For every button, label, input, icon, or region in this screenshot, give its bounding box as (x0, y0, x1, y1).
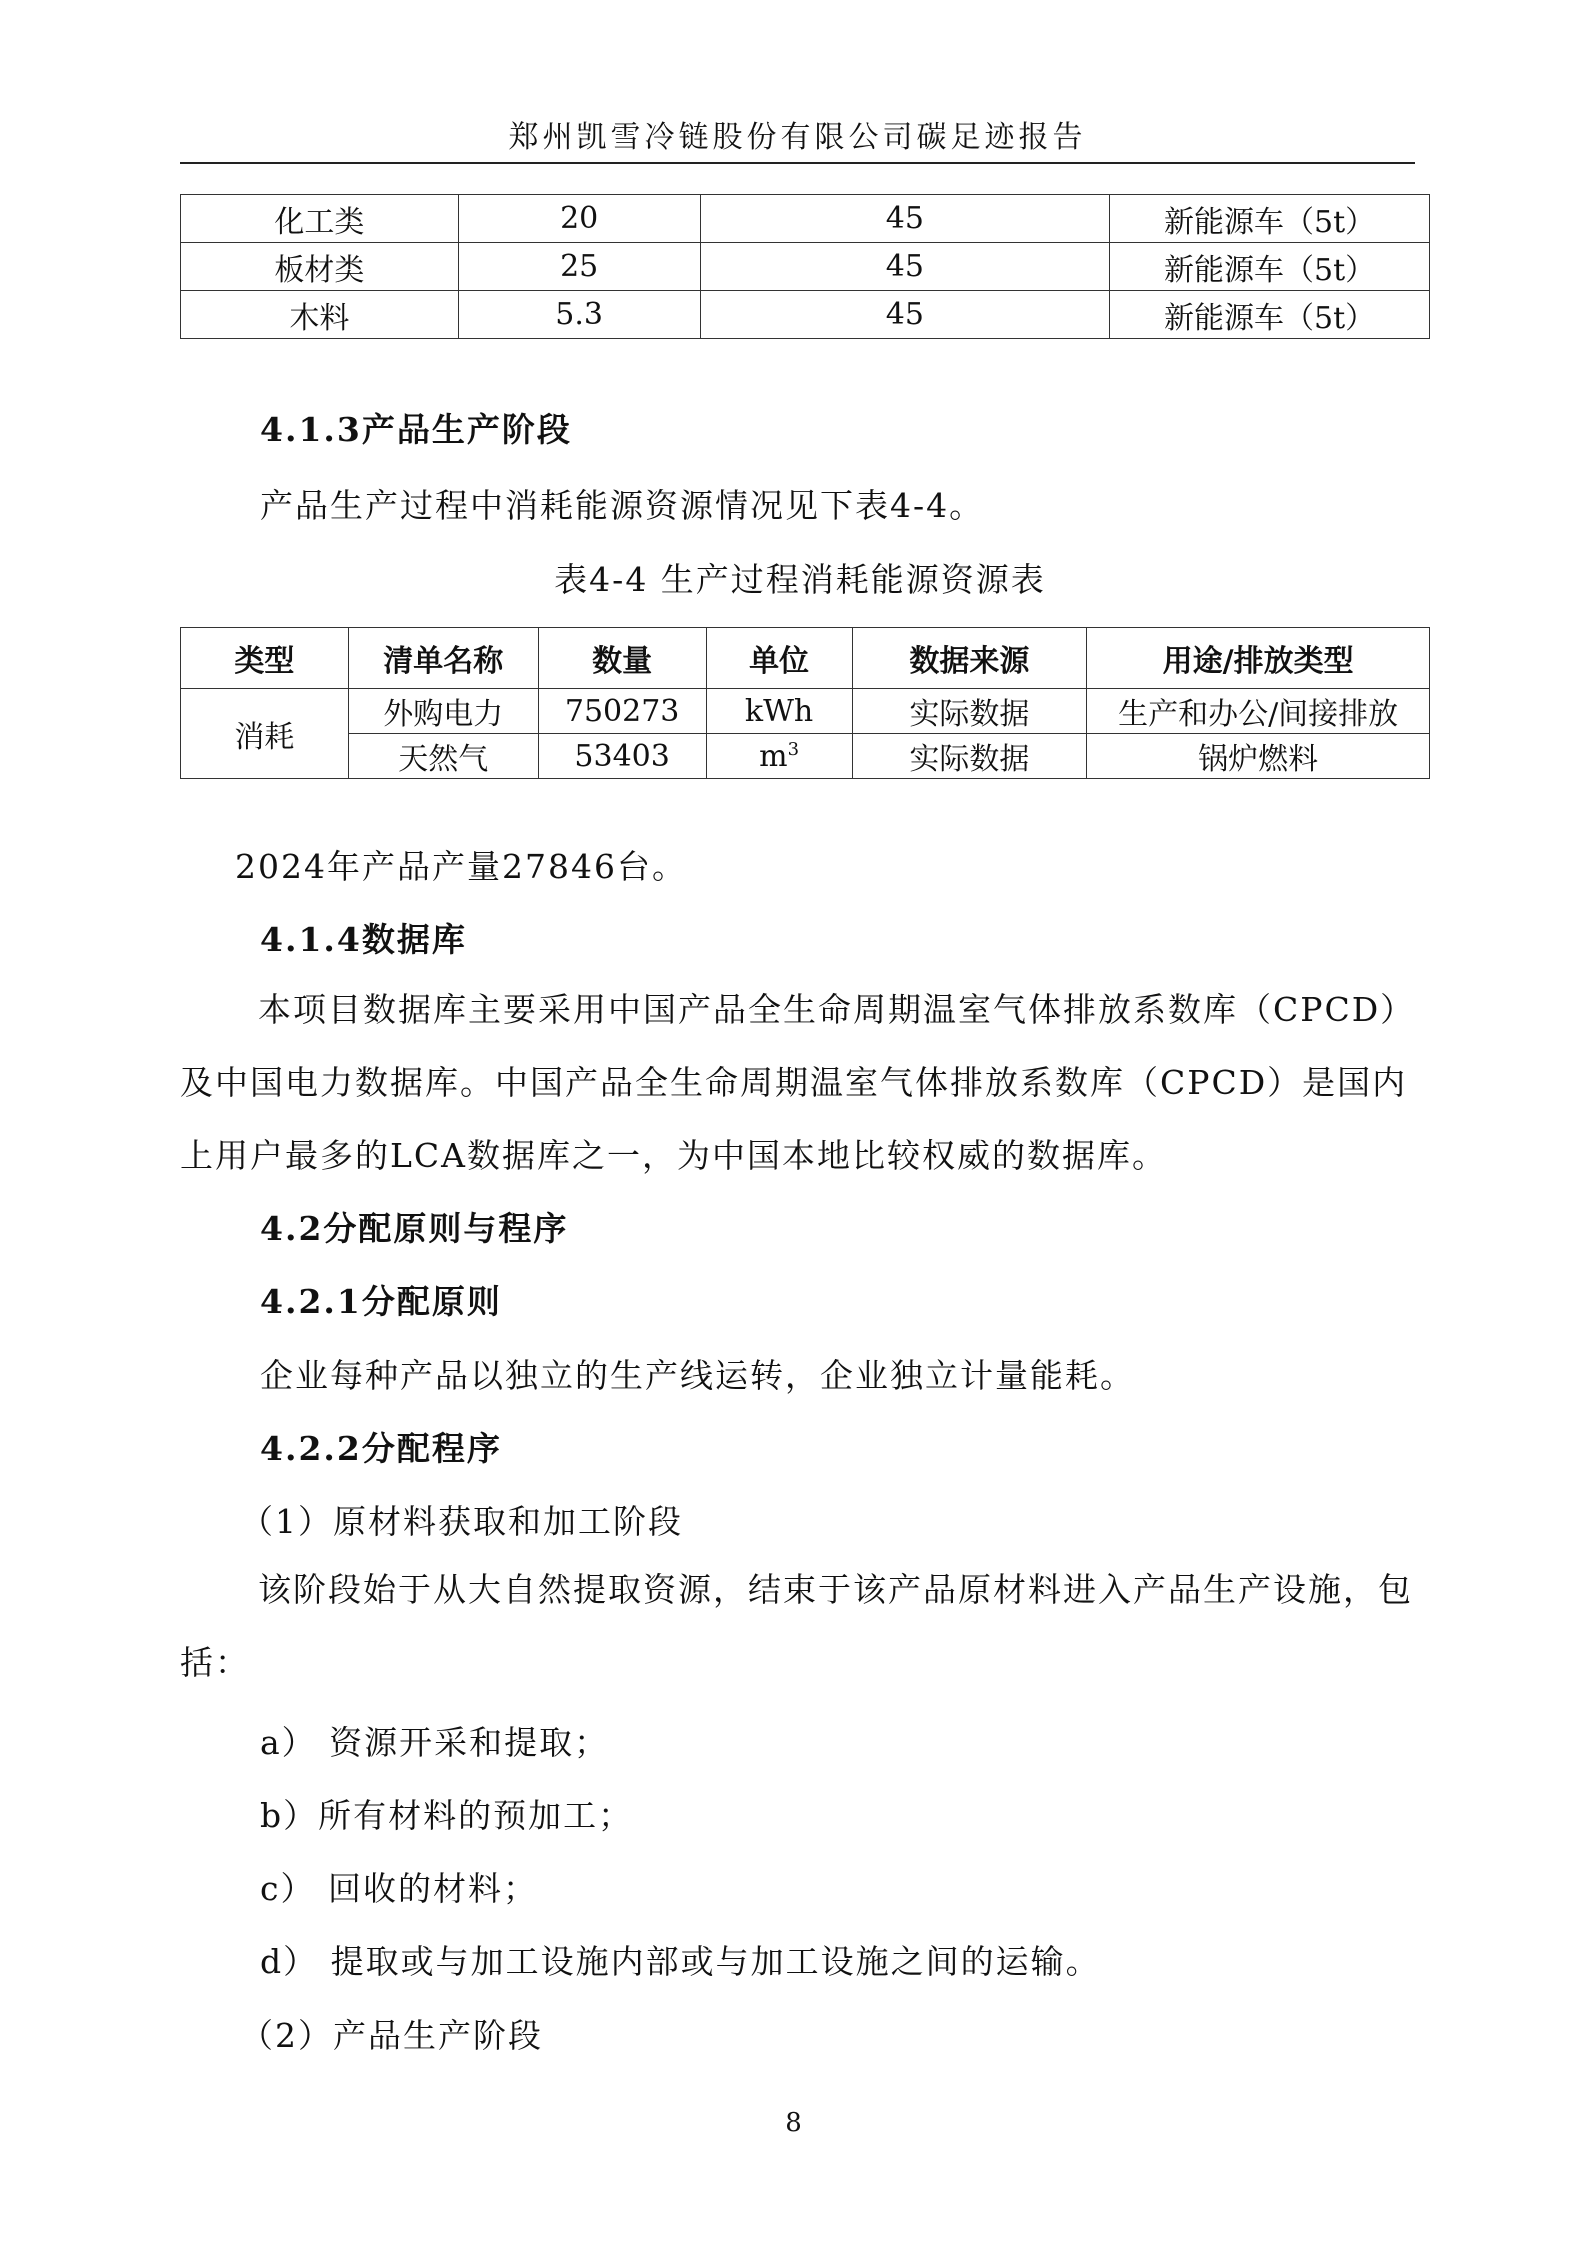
table-cell: kWh (706, 689, 852, 734)
list-item: a） 资源开采和提取； (260, 1723, 610, 1762)
page-header: 郑州凯雪冷链股份有限公司碳足迹报告 (180, 112, 1415, 164)
table-cell: 实际数据 (852, 734, 1087, 779)
transport-table (180, 194, 1430, 339)
table-cell: 45 (700, 243, 1110, 291)
list-item-stage-1: （1）原材料获取和加工阶段 (240, 1502, 683, 1541)
table-cell: 20 (458, 195, 700, 243)
table-cell: 实际数据 (852, 689, 1087, 734)
energy-table (180, 627, 1430, 779)
table-cell: 新能源车（5t） (1110, 195, 1430, 243)
column-header: 数据来源 (852, 628, 1087, 689)
column-header: 清单名称 (348, 628, 538, 689)
table-cell: 天然气 (348, 734, 538, 779)
table-row (181, 195, 1430, 243)
table-cell: 板材类 (181, 243, 459, 291)
table-cell: 外购电力 (348, 689, 538, 734)
page-number: 8 (785, 2108, 802, 2138)
table-cell: 化工类 (181, 195, 459, 243)
list-item: d） 提取或与加工设施内部或与加工设施之间的运输。 (260, 1942, 1101, 1981)
table-header-row (181, 628, 1430, 689)
output-note: 2024年产品产量27846台。 (235, 847, 687, 886)
table-cell: 新能源车（5t） (1110, 243, 1430, 291)
paragraph-intro: 产品生产过程中消耗能源资源情况见下表4-4。 (260, 486, 985, 525)
section-heading-4-2-2: 4.2.2分配程序 (260, 1429, 502, 1468)
list-item: c） 回收的材料； (260, 1869, 538, 1908)
table-row (181, 734, 1430, 779)
table-row (181, 291, 1430, 339)
table-cell: 锅炉燃料 (1087, 734, 1430, 779)
section-heading-4-2-1: 4.2.1分配原则 (260, 1282, 502, 1321)
unit-base: m (759, 738, 788, 774)
table-cell: 750273 (538, 689, 706, 734)
column-header: 用途/排放类型 (1087, 628, 1430, 689)
column-header: 类型 (181, 628, 349, 689)
list-item: b）所有材料的预加工； (260, 1796, 634, 1835)
table-cell: 5.3 (458, 291, 700, 339)
section-heading-4-1-4: 4.1.4数据库 (260, 920, 467, 959)
paragraph-database: 本项目数据库主要采用中国产品全生命周期温室气体排放系数库（CPCD）及中国电力数据库。中国产品全生命周期温室气体排放系数库（CPCD）是国内上用户最多的LCA数据库之一，为中国本地比较权威的数据库。 (180, 990, 1416, 1175)
table-cell: 25 (458, 243, 700, 291)
paragraph-stage-description: 该阶段始于从大自然提取资源，结束于该产品原材料进入产品生产设施，包括： (180, 1570, 1413, 1682)
category-cell: 消耗 (181, 689, 349, 779)
paragraph-allocation-principle: 企业每种产品以独立的生产线运转，企业独立计量能耗。 (260, 1356, 1135, 1395)
table-cell: 生产和办公/间接排放 (1087, 689, 1430, 734)
section-heading-4-2: 4.2分配原则与程序 (260, 1209, 569, 1248)
column-header: 单位 (706, 628, 852, 689)
section-heading-4-1-3: 4.1.3产品生产阶段 (260, 410, 572, 449)
table-cell: 45 (700, 195, 1110, 243)
table-cell: 53403 (538, 734, 706, 779)
list-item-stage-2: （2）产品生产阶段 (240, 2016, 543, 2055)
unit-exponent: 3 (787, 738, 800, 760)
column-header: 数量 (538, 628, 706, 689)
table-cell: 45 (700, 291, 1110, 339)
table-row (181, 243, 1430, 291)
unit-cell (706, 734, 852, 779)
table-caption: 表4-4 生产过程消耗能源资源表 (554, 560, 1046, 599)
table-cell: 木料 (181, 291, 459, 339)
table-cell: 新能源车（5t） (1110, 291, 1430, 339)
table-row (181, 689, 1430, 734)
